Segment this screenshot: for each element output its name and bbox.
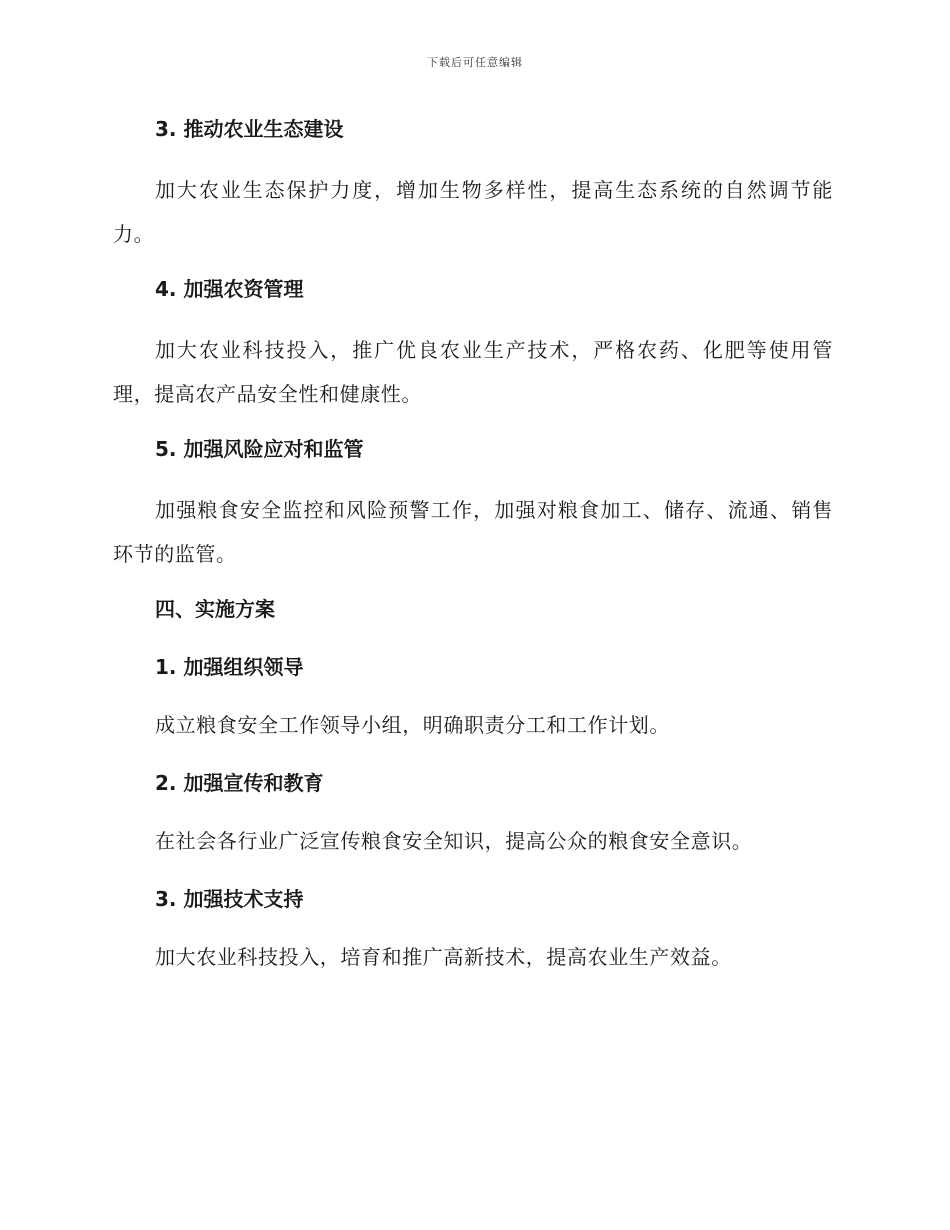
heading-promote-ecology: 3. 推动农业生态建设 [155,117,344,141]
heading-organization: 1. 加强组织领导 [155,655,304,679]
heading-risk-supervision: 5. 加强风险应对和监管 [155,437,364,461]
page-header-note: 下载后可任意编辑 [427,56,523,69]
document-body [113,110,833,996]
heading-publicity: 2. 加强宣传和教育 [155,771,324,795]
paragraph-agri-inputs: 加大农业科技投入，推广优良农业生产技术，严格农药、化肥等使用管理，提高农产品安全性和健康性。 [113,338,833,406]
paragraph-ecology: 加大农业生态保护力度，增加生物多样性，提高生态系统的自然调节能力。 [113,178,833,246]
paragraph-risk-supervision: 加强粮食安全监控和风险预警工作，加强对粮食加工、储存、流通、销售环节的监管。 [113,498,833,566]
paragraph-organization: 成立粮食安全工作领导小组，明确职责分工和工作计划。 [155,713,670,737]
paragraph-tech-support: 加大农业科技投入，培育和推广高新技术，提高农业生产效益。 [155,945,732,969]
heading-agri-inputs: 4. 加强农资管理 [155,277,304,301]
heading-implementation-plan: 四、实施方案 [155,597,275,621]
heading-tech-support: 3. 加强技术支持 [155,887,304,911]
paragraph-publicity: 在社会各行业广泛宣传粮食安全知识，提高公众的粮食安全意识。 [155,829,753,853]
